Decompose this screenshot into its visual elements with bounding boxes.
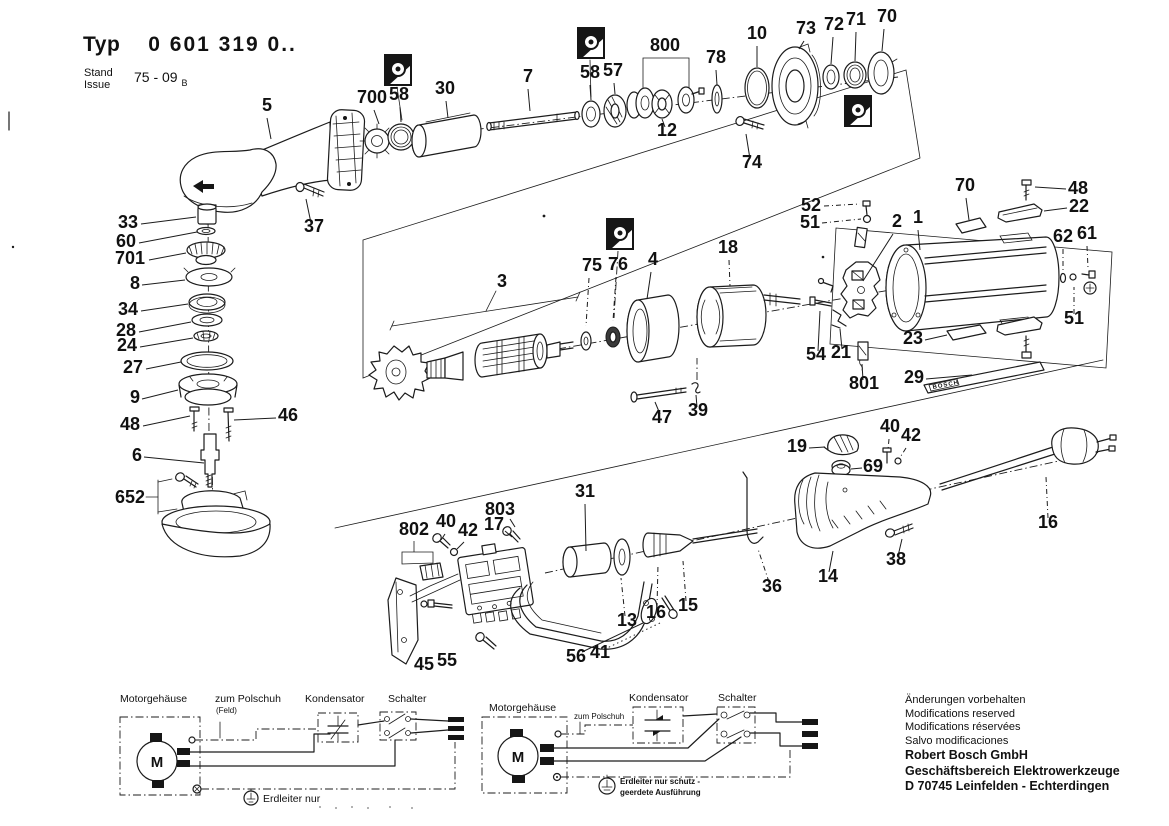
- leader-line: [586, 278, 589, 326]
- part-label: 70: [876, 6, 898, 26]
- cover-70: [868, 52, 897, 94]
- nut-69: [832, 461, 850, 476]
- ring-27: [181, 352, 233, 370]
- leader-line: [716, 70, 717, 85]
- part-label: 802: [398, 519, 430, 539]
- part-label: 19: [786, 436, 808, 456]
- leader-line: [149, 253, 186, 260]
- leader-line: [809, 447, 825, 448]
- leader-line: [822, 219, 861, 223]
- bearing-pictogram-4: [845, 96, 871, 126]
- leader-line: [139, 232, 197, 243]
- part-label: 24: [116, 335, 138, 355]
- part-label: 2: [891, 211, 903, 231]
- part-label: 801: [848, 373, 880, 393]
- bearing-pictogram-3: [607, 219, 633, 249]
- washer-78: [712, 85, 722, 113]
- footer-line: Änderungen vorbehalten: [905, 694, 1026, 706]
- stator-18: [697, 285, 800, 347]
- part-label: 7: [522, 66, 534, 86]
- motor-letter: M: [150, 754, 164, 771]
- footer-line: Modifications réservées: [905, 721, 1021, 733]
- screw-37: [296, 183, 324, 198]
- leader-line: [851, 468, 862, 469]
- leader-line: [882, 29, 884, 51]
- stand-label: Stand: [84, 67, 113, 79]
- part-label: 22: [1068, 196, 1090, 216]
- washer-76: [606, 327, 620, 347]
- screw-48-left: [190, 407, 199, 431]
- ring-4: [627, 295, 679, 362]
- leader-line: [141, 217, 196, 224]
- screw-48-right: [1022, 180, 1031, 200]
- leader-line: [799, 41, 804, 49]
- typ-label: Typ: [83, 33, 121, 56]
- washer-13: [614, 539, 630, 575]
- leader-line: [144, 457, 204, 463]
- title-block: [83, 33, 297, 91]
- part-label: 4: [647, 249, 659, 269]
- part-label: 57: [602, 60, 624, 80]
- shaft-7: [487, 112, 579, 131]
- bracket-800: [643, 58, 689, 88]
- bracket-802: [402, 541, 433, 564]
- footer-division: Geschäftsbereich Elektrowerkzeuge: [905, 763, 1120, 778]
- screw-54: [810, 297, 831, 306]
- label-kondensator: Kondensator: [305, 693, 365, 705]
- part-label: 51: [799, 212, 821, 232]
- cord-sleeve-15: [643, 533, 693, 557]
- leader-line: [1087, 246, 1088, 268]
- part-label: 36: [761, 576, 783, 596]
- leader-line: [831, 37, 833, 64]
- part-label: 40: [435, 511, 457, 531]
- part-label: 62: [1052, 226, 1074, 246]
- part-label: 71: [845, 9, 867, 29]
- nameplate-70: [956, 218, 986, 233]
- leader-line: [729, 260, 730, 286]
- gasket: [420, 563, 443, 580]
- switch-assembly: [388, 428, 1116, 664]
- cable-clamp-screws: [1061, 271, 1097, 294]
- issue-label: Issue: [84, 79, 111, 91]
- bearing-flange-73: [772, 44, 821, 128]
- screw-46: [224, 408, 233, 441]
- part-label: 38: [885, 549, 907, 569]
- part-label: 800: [649, 35, 681, 55]
- leader-line: [925, 335, 947, 340]
- label-zum-polschuh-2: zum Polschuh: [574, 712, 625, 721]
- label-motorgehaeuse: Motorgehäuse: [120, 693, 188, 705]
- part-label: 28: [115, 320, 137, 340]
- spindle-6: [201, 434, 219, 487]
- leader-line: [142, 280, 185, 285]
- part-label: 9: [129, 387, 141, 407]
- part-label: 47: [651, 407, 673, 427]
- part-label: 33: [117, 212, 139, 232]
- part-label: 701: [114, 248, 146, 268]
- part-label: 55: [436, 650, 458, 670]
- cap-19: [824, 435, 858, 455]
- leader-line: [1035, 187, 1066, 189]
- leader-line: [143, 416, 190, 426]
- part-label: 75: [581, 255, 603, 275]
- part-label: 58: [579, 62, 601, 82]
- spring-clip-21: [832, 310, 846, 328]
- bracket-652: [146, 479, 177, 514]
- armature-body: [475, 334, 547, 377]
- commutator: [547, 342, 560, 358]
- bearing-flange-9: [179, 374, 237, 405]
- part-label: 700: [356, 87, 388, 107]
- leader-line: [141, 304, 188, 311]
- bearing-58a: [388, 124, 414, 150]
- part-label: 42: [900, 425, 922, 445]
- part-label: 8: [129, 273, 141, 293]
- leader-line: [142, 390, 178, 399]
- bearing-34: [189, 294, 225, 313]
- wire-clip: [822, 282, 833, 292]
- leader-line: [457, 542, 464, 549]
- leader-line: [139, 322, 191, 332]
- leader-line: [824, 204, 860, 206]
- part-label: 54: [805, 344, 827, 364]
- bearing-pictogram-1: [385, 55, 411, 85]
- part-label: 46: [277, 405, 299, 425]
- part-label: 61: [1076, 223, 1098, 243]
- power-cord-plug: [940, 428, 1116, 490]
- part-label: 23: [902, 328, 924, 348]
- part-label: 70: [954, 175, 976, 195]
- part-label: 30: [434, 78, 456, 98]
- part-label: 76: [607, 254, 629, 274]
- screw-45: [474, 631, 496, 649]
- leader-line: [647, 272, 651, 299]
- part-label: 652: [114, 487, 146, 507]
- part-label: 1: [912, 207, 924, 227]
- bearing-58b: [582, 101, 600, 127]
- switch-right: [717, 707, 755, 743]
- carbon-brush-801: [858, 342, 868, 370]
- wiring-diagram-left: [120, 693, 464, 809]
- label-zum-polschuh: zum Polschuh: [215, 693, 281, 705]
- clip-39: [692, 383, 700, 393]
- fan-gear: [369, 346, 430, 400]
- part-label: 48: [119, 414, 141, 434]
- part-label: 18: [717, 237, 739, 257]
- part-label: 17: [483, 514, 505, 534]
- mounting-plate-802: [388, 578, 418, 664]
- wiring-diagram-right: [482, 692, 818, 797]
- part-label: 16: [1037, 512, 1059, 532]
- part-label: 52: [800, 195, 822, 215]
- part-label: 21: [830, 342, 852, 362]
- leader-line: [1044, 208, 1067, 211]
- part-label: 60: [115, 231, 137, 251]
- part-label: 29: [903, 367, 925, 387]
- part-label: 69: [862, 456, 884, 476]
- handle-shell-14: [795, 473, 931, 548]
- leader-line: [446, 101, 448, 118]
- gear-57: [604, 95, 626, 127]
- washer-42-right: [895, 458, 901, 464]
- washer-51a: [864, 216, 871, 223]
- part-label: 16: [645, 602, 667, 622]
- bosch-bar-label: BOSCH: [932, 379, 960, 391]
- part-label: 37: [303, 216, 325, 236]
- footer-company: Robert Bosch GmbH: [905, 748, 1028, 762]
- switch-left: [380, 712, 416, 740]
- part-label: 72: [823, 14, 845, 34]
- lock-washer-24: [194, 331, 218, 341]
- footer-address: D 70745 Leinfelden - Echterdingen: [905, 779, 1110, 793]
- bevel-gear-shaft-assembly: [360, 58, 722, 158]
- o-ring-10: [745, 68, 769, 108]
- bent-pin-36: [743, 472, 763, 543]
- label-schalter-2: Schalter: [718, 692, 757, 704]
- screw-55: [421, 600, 452, 608]
- part-label: 5: [261, 95, 273, 115]
- leader-line: [234, 418, 276, 420]
- part-label: 78: [705, 47, 727, 67]
- footer-line: Modifications reserved: [905, 707, 1016, 720]
- leader-line: [614, 83, 615, 94]
- crown-gear-701: [187, 242, 225, 265]
- leader-line: [585, 504, 586, 551]
- label-kondensator-2: Kondensator: [629, 692, 689, 704]
- capacitor-right: [633, 707, 683, 743]
- part-label: 13: [616, 610, 638, 630]
- label-erdleiter-left: Erdleiter nur: [263, 793, 321, 805]
- sleeve-30: [412, 113, 481, 157]
- plate-23: [947, 325, 986, 340]
- ground-symbol-right: [599, 775, 615, 794]
- part-label: 74: [741, 152, 763, 172]
- leader-line: [528, 89, 530, 111]
- leader-line: [510, 519, 515, 527]
- leader-line: [899, 448, 906, 459]
- bearing-pictogram-2: [578, 28, 604, 58]
- footer-line: Salvo modificaciones: [905, 734, 1009, 747]
- leader-line: [140, 338, 193, 347]
- part-label: 6: [131, 445, 143, 465]
- label-feld: (Feld): [216, 706, 237, 715]
- part-label: 803: [484, 499, 516, 519]
- part-label: 58: [388, 84, 410, 104]
- armature-assembly: [369, 291, 580, 400]
- screw-40-left: [431, 532, 450, 548]
- part-label: 27: [122, 357, 144, 377]
- clamp-22-top: [998, 204, 1042, 222]
- motor-letter-2: M: [511, 749, 525, 766]
- screw-38: [884, 524, 913, 538]
- capacitor-left: [318, 713, 358, 742]
- label-motorgehaeuse-2: Motorgehäuse: [489, 702, 557, 714]
- label-schalter: Schalter: [388, 693, 427, 705]
- washer-75: [581, 332, 591, 350]
- part-label: 34: [117, 299, 139, 319]
- part-label: 56: [565, 646, 587, 666]
- part-label: 42: [457, 520, 479, 540]
- typ-value: 0 601 319 0..: [148, 33, 297, 56]
- screw-52: [863, 201, 870, 215]
- handle-tube-31: [563, 543, 611, 577]
- part-label: 14: [817, 566, 839, 586]
- part-label: 45: [413, 654, 435, 674]
- part-label: 41: [589, 642, 611, 662]
- leader-line: [400, 107, 401, 122]
- leader-line: [855, 32, 856, 61]
- screw-652: [174, 471, 198, 488]
- leader-line: [966, 198, 969, 220]
- part-label: 39: [687, 400, 709, 420]
- footer-block: [905, 694, 1120, 795]
- issue-value: 75 - 09 $_B$: [134, 69, 188, 88]
- screw-40-right: [883, 448, 891, 463]
- part-label: 73: [795, 18, 817, 38]
- carbon-brush-top: [855, 227, 868, 247]
- part-label: 3: [496, 271, 508, 291]
- part-label: 10: [746, 23, 768, 43]
- parts-800-group: [627, 58, 704, 118]
- ring-72: [823, 65, 839, 89]
- label-erdleiter-right-1: Erdleiter nur schutz -: [620, 777, 701, 786]
- screw-48-bottom: [1022, 336, 1031, 358]
- screw-47: [631, 388, 686, 402]
- part-label: 40: [879, 416, 901, 436]
- leader-line: [267, 118, 271, 139]
- part-label: 12: [656, 120, 678, 140]
- part-label: 15: [677, 595, 699, 615]
- leader-line: [374, 110, 379, 124]
- label-erdleiter-right-2: geerdete Ausführung: [620, 788, 701, 797]
- flange-disc-8: [184, 268, 235, 286]
- part-label: 31: [574, 481, 596, 501]
- ground-symbol-left: [244, 789, 258, 805]
- part-label: 48: [1067, 178, 1089, 198]
- leader-line: [146, 362, 181, 369]
- washer-42-left: [451, 549, 458, 556]
- bracket-3: [390, 291, 580, 330]
- spindle-stack: [179, 204, 237, 487]
- part-label: 51: [1063, 308, 1085, 328]
- bearing-71: [844, 62, 866, 88]
- screw-74: [735, 115, 764, 129]
